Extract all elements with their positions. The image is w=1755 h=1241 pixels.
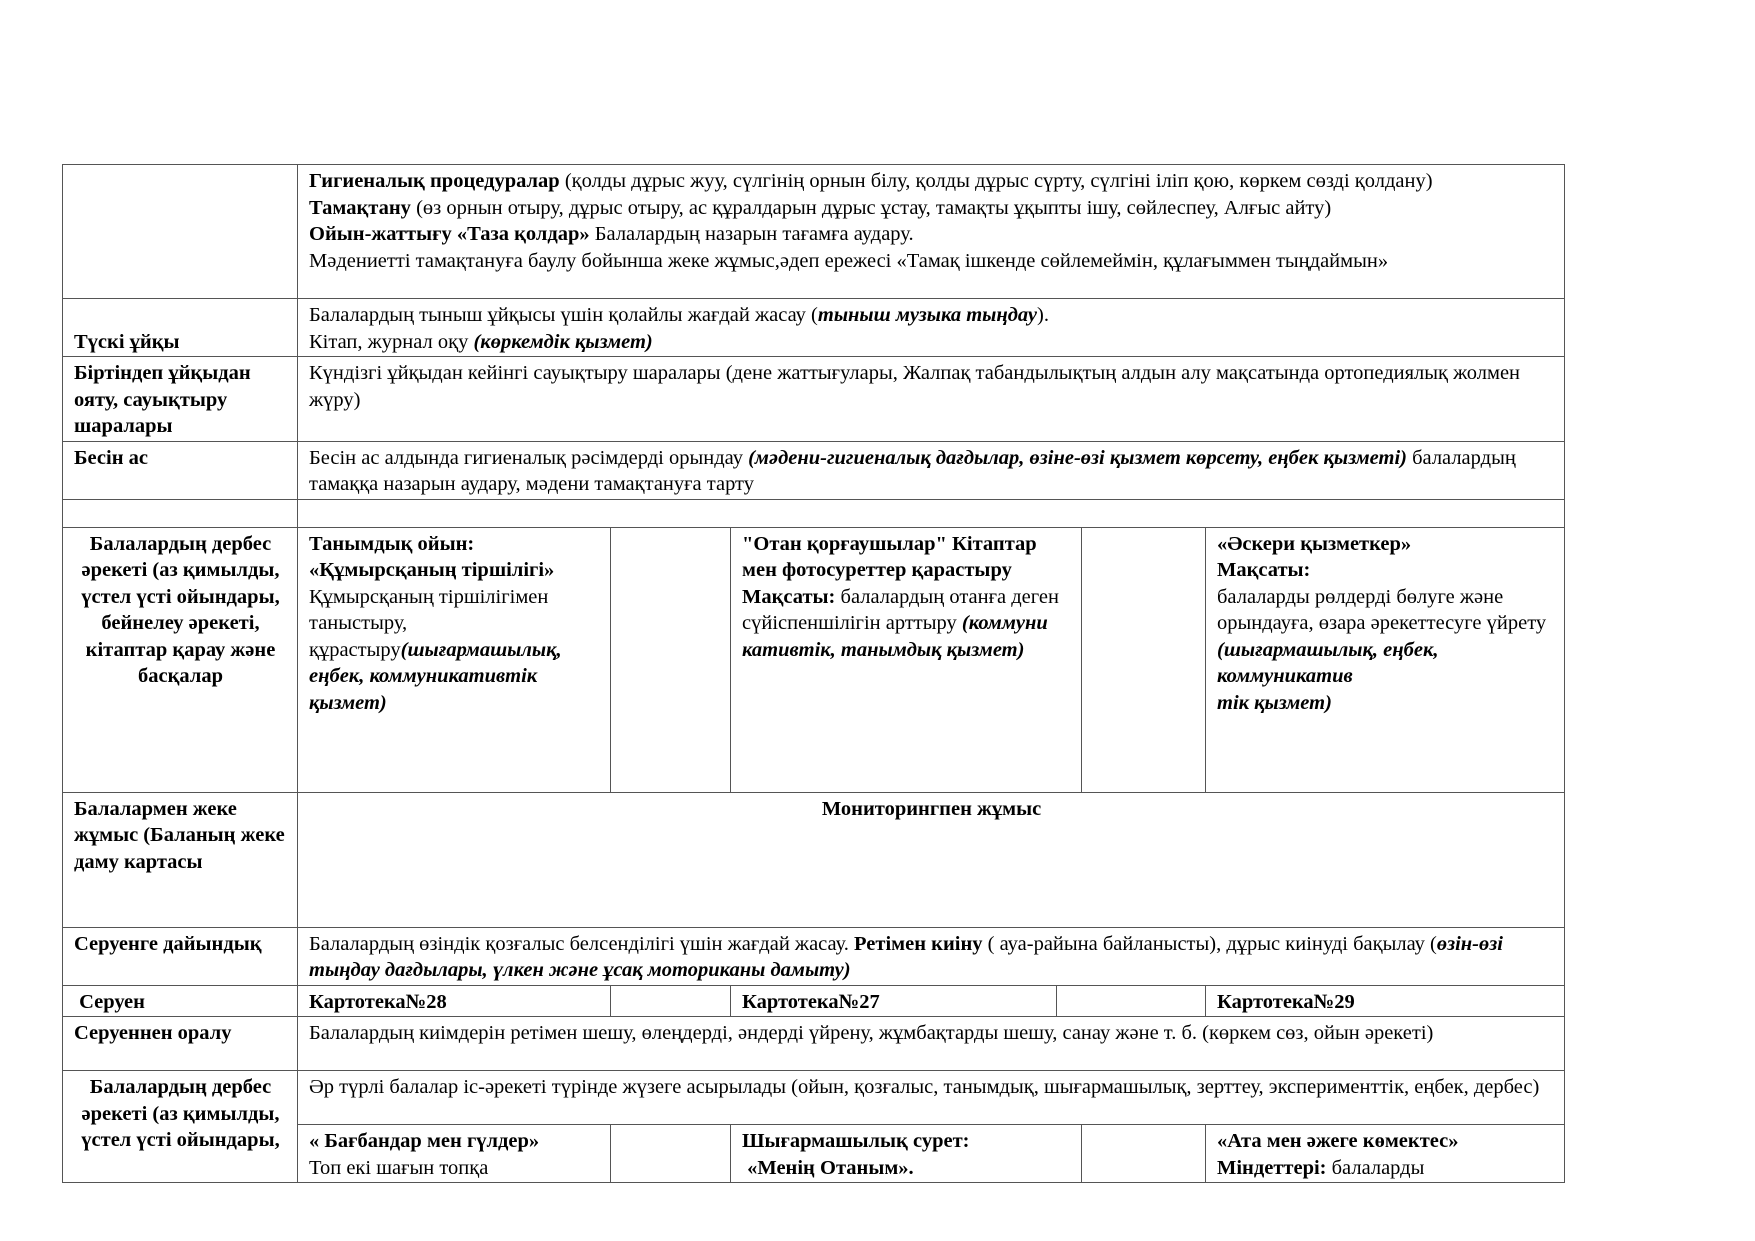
independent-col3-text: балаларды рөлдерді бөлуге және орындауға, өзара әрекеттесуге үйрету — [1217, 585, 1547, 634]
empty-cell — [611, 985, 731, 1017]
independent-col2-title: "Отан қорғаушылар" Кітаптар мен фотосуреттер қарастыру — [742, 532, 1037, 581]
snack-text-2: балалардың тамаққа назарын аудару, мәдени тамақтануға тарту — [309, 446, 1516, 495]
independent-col2-text: балалардың отанға деген сүйіспеншілігін арттыру — [742, 585, 1059, 634]
row-walk — [63, 985, 1565, 1017]
meal-title: Тамақтану — [309, 196, 411, 219]
row-return-walk — [63, 1017, 1565, 1071]
prep-walk-content — [298, 927, 1565, 985]
walk-card-28: Картотека№28 — [298, 985, 611, 1017]
prep-walk-skills: өзін-өзі тыңдау дағдылары, үлкен және ұсақ моториканы дамыту) — [309, 932, 1503, 981]
independent2-col2 — [731, 1125, 1082, 1183]
empty-cell — [1057, 985, 1206, 1017]
return-walk-content: Балалардың киімдерін ретімен шешу, өлеңдерді, әндерді үйрену, жұмбақтарды шешу, санау және т. б. (көркем сөз, ойын әрекеті) — [298, 1017, 1565, 1071]
independent-col3-activity-2: тік қызмет) — [1217, 691, 1332, 714]
independent-col1 — [298, 527, 611, 792]
empty-cell — [1082, 527, 1206, 792]
nap-text-2: Кітап, журнал оқу — [309, 330, 474, 353]
row-nap — [63, 299, 1565, 357]
snack-text: Бесін ас алдында гигиеналық рәсімдерді орындау — [309, 446, 749, 469]
daily-plan-table — [62, 164, 1565, 1183]
independent-col2-activity: (коммуни кативтік, танымдық қызмет) — [742, 612, 1048, 661]
independent-col2 — [731, 527, 1082, 792]
game-title: Ойын-жаттығу «Таза қолдар» — [309, 223, 590, 245]
independent2-content: Әр түрлі балалар іс-әрекеті түрінде жүзеге асырылады (ойын, қозғалыс, танымдық, шығармашылық, зерттеу, эксперименттік, еңбек, дербес) — [298, 1071, 1565, 1125]
empty-cell — [63, 499, 298, 527]
prep-walk-text: Балалардың өзіндік қозғалыс белсенділігі үшін жағдай жасау. — [309, 932, 855, 955]
empty-cell — [1082, 1125, 1206, 1183]
independent2-col2-title: Шығармашылық сурет: — [742, 1130, 970, 1152]
label-cell-empty — [63, 165, 298, 299]
row-empty — [63, 499, 1565, 527]
row-independent-2 — [63, 1071, 1565, 1125]
walk-label: Серуен — [63, 985, 298, 1017]
independent-col1-title: Танымдық ойын: «Құмырсқаның тіршілігі» — [309, 532, 555, 581]
independent2-col3-goal-label: Міндеттері: — [1217, 1156, 1327, 1179]
game-text: Балалардың назарын тағамға аудару. — [589, 223, 914, 245]
independent-col1-text: Құмырсқаның тіршілігімен таныстыру, құрастыру — [309, 585, 549, 661]
walk-card-27: Картотека№27 — [731, 985, 1057, 1017]
independent2-col3-title: «Ата мен әжеге көмектес» — [1217, 1130, 1459, 1152]
individual-label: Балалармен жеке жұмыс (Баланың жеке даму картасы — [63, 792, 298, 927]
independent-col2-goal-label: Мақсаты: — [742, 585, 836, 608]
walk-card-29: Картотека№29 — [1206, 985, 1565, 1017]
row-individual — [63, 792, 1565, 927]
independent-col3-title: «Әскери қызметкер» — [1217, 532, 1412, 555]
snack-label: Бесін ас — [63, 441, 298, 499]
hygiene-text: (қолды дұрыс жуу, сүлгінің орнын білу, қолды дұрыс сүрту, сүлгіні іліп қою, көркем сөзді қолдану) — [559, 170, 1433, 192]
empty-cell — [611, 1125, 731, 1183]
snack-activity: (мәдени-гигиеналық дағдылар, өзіне-өзі қызмет көрсету, еңбек қызметі) — [748, 446, 1407, 469]
snack-content — [298, 441, 1565, 499]
nap-activity: (көркемдік қызмет) — [473, 330, 653, 353]
nap-music: тыныш музыка тыңдау — [817, 304, 1037, 326]
hygiene-content — [298, 165, 1565, 299]
nap-text-end: ). — [1037, 304, 1049, 326]
return-walk-label: Серуеннен оралу — [63, 1017, 298, 1071]
empty-cell — [611, 527, 731, 792]
independent2-col2-subtitle: «Менің Отаным». — [742, 1156, 914, 1179]
independent-col1-activity: (шығармашылық, еңбек, коммуникативтік қызмет) — [309, 638, 562, 714]
empty-cell — [298, 499, 1565, 527]
row-independent — [63, 527, 1565, 792]
row-prep-walk — [63, 927, 1565, 985]
independent2-col1-text: Топ екі шағын топқа — [309, 1156, 489, 1179]
prep-walk-dress: Ретімен киіну — [854, 932, 983, 955]
row-hygiene — [63, 165, 1565, 299]
row-wake — [63, 357, 1565, 442]
nap-text-1: Балалардың тыныш ұйқысы үшін қолайлы жағдай жасау ( — [309, 304, 818, 326]
individual-content: Мониторингпен жұмыс — [298, 792, 1565, 927]
independent-col3-goal-label: Мақсаты: — [1217, 559, 1311, 581]
independent-col3 — [1206, 527, 1565, 792]
independent2-col1 — [298, 1125, 611, 1183]
row-snack — [63, 441, 1565, 499]
wake-label: Біртіндеп ұйқыдан ояту, сауықтыру шаралары — [63, 357, 298, 442]
meal-text: (өз орнын отыру, дұрыс отыру, ас құралдарын дұрыс ұстау, тамақты ұқыпты ішу, сөйлеспеу, Алғыс айту) — [410, 196, 1332, 219]
prep-walk-label: Серуенге дайындық — [63, 927, 298, 985]
independent-col3-activity-1: (шығармашылық, еңбек, коммуникатив — [1217, 638, 1439, 687]
nap-content — [298, 299, 1565, 357]
etiquette-text: Мәдениетті тамақтануға баулу бойынша жеке жұмыс,әдеп ережесі «Тамақ ішкенде сөйлемеймін, құлағыммен тыңдаймын» — [309, 249, 1389, 272]
hygiene-title: Гигиеналық процедуралар — [309, 170, 560, 192]
independent-label: Балалардың дербес әрекеті (аз қимылды, үстел үсті ойындары, бейнелеу әрекеті, кітаптар қарау және басқалар — [63, 527, 298, 792]
independent2-col3 — [1206, 1125, 1565, 1183]
nap-label: Түскі ұйқы — [63, 299, 298, 357]
prep-walk-text-2: ( ауа-райына байланысты), дұрыс киінуді бақылау ( — [982, 932, 1437, 955]
wake-content: Күндізгі ұйқыдан кейінгі сауықтыру шаралары (дене жаттығулары, Жалпақ табандылықтың алдын алу мақсатында ортопедиялық жолмен жүру) — [298, 357, 1565, 442]
independent2-col3-text: балаларды — [1326, 1156, 1425, 1179]
independent2-label: Балалардың дербес әрекеті (аз қимылды, үстел үсті ойындары, — [63, 1071, 298, 1183]
independent2-col1-title: « Бағбандар мен гүлдер» — [309, 1130, 540, 1152]
